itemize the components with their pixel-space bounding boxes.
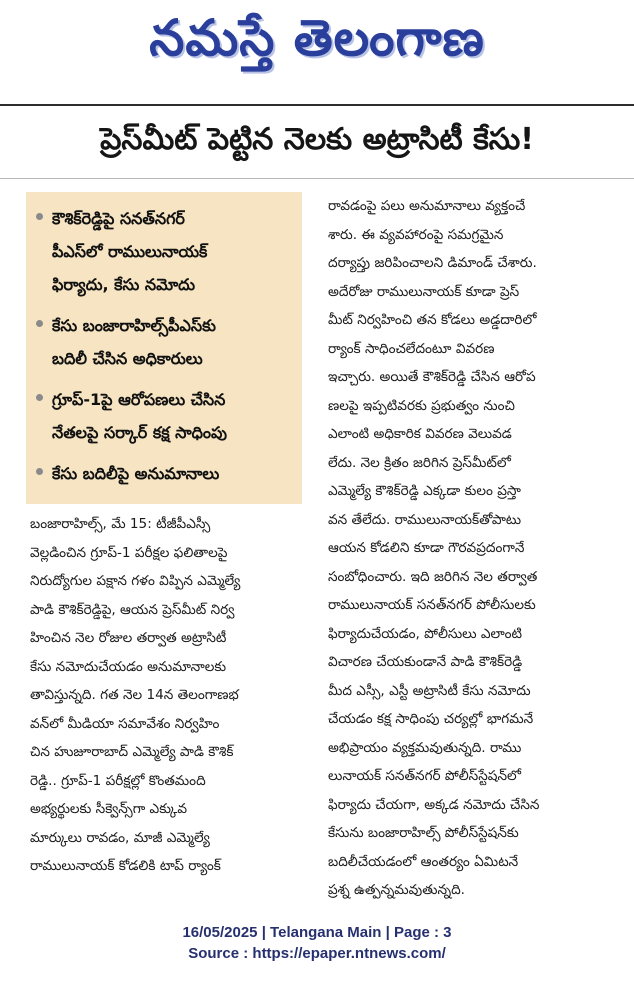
body-line: వన తేలేదు. రాములునాయక్‌తోపాటు [328,511,522,528]
highlight-item [34,309,294,375]
body-line: రెడ్డి.. గ్రూప్-1 పరీక్షల్లో కొంతమంది [30,772,206,789]
article-headline: ప్రెస్‌మీట్ పెట్టిన నెలకు అట్రాసిటీ కేసు! [100,122,534,157]
body-line: కేసు నమోదుచేయడం అనుమానాలకు [30,658,227,675]
body-line: అభ్యర్థులకు సీక్వెన్స్‌గా ఎక్కువ [30,801,188,817]
highlight-line: నేతలపై సర్కార్ కక్ష సాధింపు [52,423,228,442]
masthead [0,0,634,88]
body-line: వెల్లడించిన గ్రూప్-1 పరీక్షల ఫలితాలపై [30,544,228,561]
body-line: శారు. ఈ వ్యవహారంపై సమగ్రమైన [328,226,504,243]
source-link: Source : https://epaper.ntnews.com/ [188,945,446,962]
bullet-icon [36,468,43,475]
body-line: ఎలాంటి అధికారిక వివరణ వెలువడ [328,426,512,442]
body-line: మీద ఎస్సీ, ఎస్టీ అట్రాసిటీ కేసు నమోదు [328,682,531,699]
highlight-line: గ్రూప్-1పై ఆరోపణలు చేసిన [52,390,226,409]
body-line: హించిన నెల రోజుల తర్వాత అట్రాసిటీ [30,630,227,646]
edition-info: 16/05/2025 | Telangana Main | Page : 3 [182,924,452,941]
body-line: బదిలీచేయడంలో ఆంతర్యం ఏమిటనే [328,853,519,870]
body-line: వన్‌లో మీడియా సమావేశం నిర్వహిం [30,715,220,732]
bottom-divider [0,178,634,179]
body-line: ణలపై ఇప్పటివరకు ప్రభుత్వం నుంచి [328,397,515,414]
body-line: రాములునాయక్ సనత్‌నగర్ పోలీసులకు [328,597,536,613]
highlight-line: కేసు బదిలీపై అనుమానాలు [52,464,220,483]
highlight-line: ఫిర్యాదు, కేసు నమోదు [52,275,195,294]
article-column-left [30,510,306,881]
body-line: లేదు. నెల క్రితం జరిగిన ప్రెస్‌మీట్‌లో [328,454,511,471]
body-line: చేయడం కక్ష సాధింపు చర్యల్లో భాగమనే [328,711,534,727]
body-line: నిరుద్యోగుల పక్షాన గళం విప్పిన ఎమ్మెల్యే [30,573,241,589]
newspaper-logo: నమస్తే తెలంగాణ [149,8,485,67]
body-line: చిన హుజూరాబాద్ ఎమ్మెల్యే పాడి కౌశిక్ [30,744,234,760]
body-line: ర్యాంక్ సాధించలేదంటూ వివరణ [328,340,495,357]
body-line: మార్కులు రావడం, మాజీ ఎమ్మెల్యే [30,829,210,846]
body-line: రావడంపై పలు అనుమానాలు వ్యక్తంచే [328,198,526,214]
highlights-box [26,192,302,504]
highlight-line: కేసు బంజారాహిల్స్‌పీఎస్‌కు [52,316,216,335]
body-line: బంజారాహిల్స్, మే 15: టీజీపీఎస్సీ [30,516,211,532]
body-line: లునాయక్ సనత్‌నగర్ పోలీస్‌స్టేషన్‌లో [328,768,521,784]
body-line: సంబోధించారు. ఇది జరిగిన నెల తర్వాత [328,568,538,585]
footer [0,922,634,964]
highlight-item [34,383,294,449]
highlight-line: కౌశిక్‌రెడ్డిపై సనత్‌నగర్ [52,209,185,228]
highlight-line: బదిలీ చేసిన అధికారులు [52,349,203,368]
body-line: ప్రశ్న ఉత్పన్నమవుతున్నది. [328,882,465,898]
bullet-icon [36,394,43,401]
body-line: అదేరోజు రాములునాయక్ కూడా ప్రెస్ [328,283,520,300]
body-line: తావిస్తున్నది. గత నెల 14న తెలంగాణభ [30,687,239,703]
highlight-line: పీఎస్‌లో రాములునాయక్ [52,242,208,261]
body-line: దర్యాప్తు జరిపించాలని డిమాండ్ చేశారు. [328,255,537,271]
body-line: ఎమ్మెల్యే కౌశిక్‌రెడ్డి ఎక్కడా కులం ప్రస్తా [328,483,521,499]
bullet-icon [36,213,43,220]
body-line: అభిప్రాయం వ్యక్తమవుతున్నది. రాము [328,739,522,756]
body-line: ఆయన కోడలిని కూడా గౌరవప్రదంగానే [328,540,525,556]
top-divider [0,104,634,106]
body-line: పాడి కౌశిక్‌రెడ్డిపై, ఆయన ప్రెస్‌మీట్ నిర్వ [30,601,235,618]
body-line: ఫిర్యాదు చేయగా, అక్కడ నమోదు చేసిన [328,796,540,813]
body-line: కేసును బంజారాహిల్స్ పోలీస్‌స్టేషన్‌కు [328,825,519,841]
body-line: ఫిర్యాదుచేయడం, పోలీసులు ఎలాంటి [328,625,522,642]
bullet-icon [36,320,43,327]
highlight-item [34,457,294,490]
article-column-right [328,192,606,905]
body-line: మీట్ నిర్వహించి తన కోడలు అడ్డదారిలో [328,312,537,328]
highlight-item [34,202,294,301]
body-line: విచారణ చేయకుండానే పాడి కౌశిక్‌రెడ్డి [328,654,523,670]
body-line: ఇచ్చారు. అయితే కౌశిక్‌రెడ్డి చేసిన ఆరోప [328,369,536,385]
body-line: రాములునాయక్ కోడలికి టాప్ ర్యాంక్ [30,858,221,874]
